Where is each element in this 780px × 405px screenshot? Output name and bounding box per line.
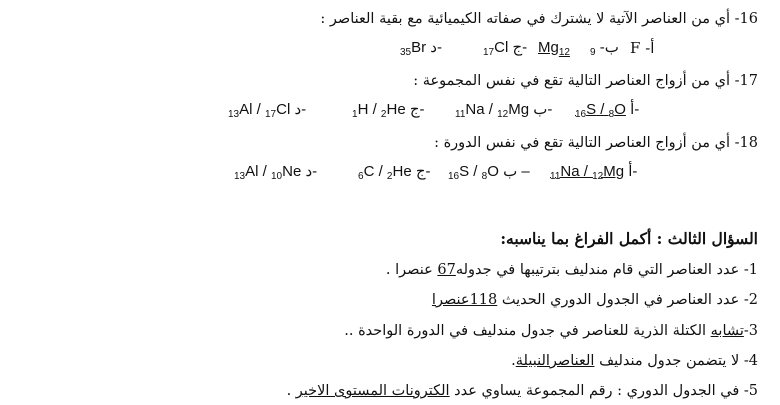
q16-option-c[interactable]: $_{17}$Cl ج- [483, 39, 528, 58]
q18-option-d[interactable]: $_{13}$Al / $_{10}$Ne د- [234, 163, 318, 182]
q18-option-c[interactable]: $_6$C / $_2$He ج- [358, 163, 431, 182]
q17-option-b[interactable]: $_{11}$Na / $_{12}$Mg ب- [455, 101, 553, 120]
fill-answer-2: 118عنصرا [431, 292, 498, 308]
q16-option-b[interactable]: $Mg_{12}$ [538, 39, 570, 58]
fill-item-1: 1- عدد العناصر التي قام مندليف بترتيبها في جدوله67 عنصرا . [385, 262, 758, 278]
fill-answer-1: 67 [437, 262, 456, 278]
q16-option-d[interactable]: $_{35}$Br د- [400, 39, 442, 58]
fill-item-5: 5- في الجدول الدوري : رقم المجموعة يساوي عدد الكترونات المستوى الاخير . [286, 383, 758, 399]
q16-options [0, 38, 780, 60]
q16-option-a[interactable]: أ- F [630, 39, 655, 57]
fill-answer-5: الكترونات المستوى الاخير [295, 383, 450, 399]
q18-prompt: 18- أي من أزواج العناصر التالية تقع في نفس الدورة : [434, 135, 758, 151]
q17-options [0, 100, 780, 122]
section3-heading: السؤال الثالث : أكمل الفراغ بما يناسبه: [500, 229, 758, 248]
q16-prompt: 16- أي من العناصر الآتية لا يشترك في صفاته الكيميائية مع بقية العناصر : [320, 11, 758, 27]
fill-item-4: 4- لا يتضمن جدول مندليف العناصرالنبيلة. [511, 353, 758, 369]
q17-prompt: 17- أي من أزواج العناصر التالية تقع في نفس المجموعة : [413, 73, 758, 89]
q18-option-a[interactable]: $_{11}$Na / $_{12}$Mg أ- [550, 163, 638, 182]
fill-item-2: 2- عدد العناصر في الجدول الدوري الحديث 118عنصرا [431, 292, 758, 308]
q18-option-b[interactable]: $_{16}$S / $_8$O ب – [448, 163, 530, 182]
fill-item-3: 3-تشابه الكتلة الذرية للعناصر في جدول مندليف في الدورة الواحدة .. [344, 323, 758, 339]
fill-answer-3: تشابه [710, 323, 744, 339]
q17-option-d[interactable]: $_{13}$Al / $_{17}$Cl د- [228, 101, 307, 120]
q16-option-b-label: ب- $_9$ [590, 39, 619, 58]
q17-option-c[interactable]: $_1$H / $_2$He ج- [352, 101, 425, 120]
q18-options [0, 162, 780, 184]
q17-option-a[interactable]: $_{16}$S / $_8$O أ- [575, 101, 640, 120]
fill-answer-4: العناصرالنبيلة [515, 353, 595, 369]
